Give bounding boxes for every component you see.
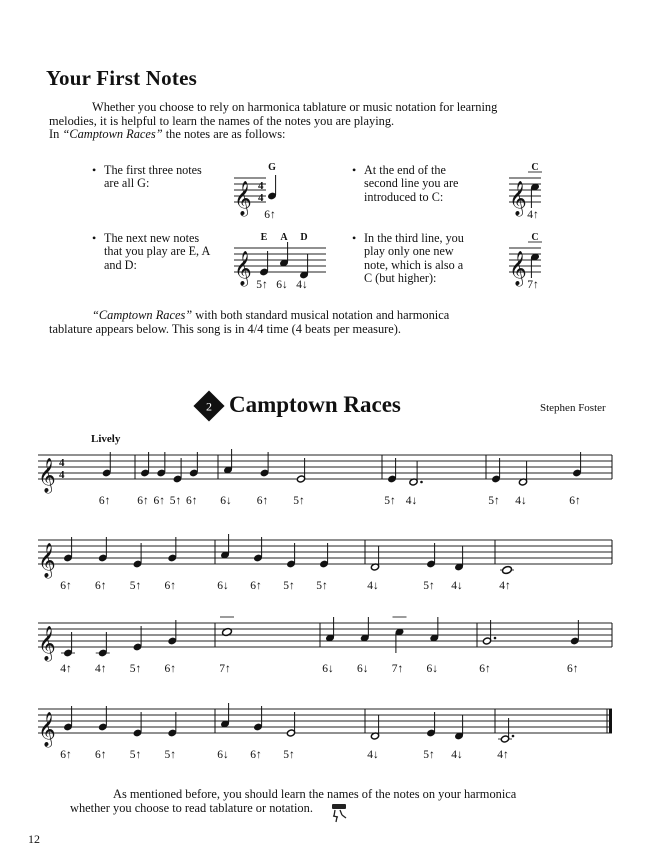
harmonica-tab: 6↓ — [426, 663, 438, 675]
bullet-line: note, which is also a — [364, 257, 464, 272]
treble-clef: 𝄞 — [509, 252, 527, 285]
harmonica-tab: 6↓ — [276, 279, 288, 291]
harmonica-tab: 5↑ — [316, 580, 328, 592]
treble-clef: 𝄞 — [234, 252, 252, 285]
page-number: 12 — [28, 832, 40, 846]
harmonica-tab: 4↑ — [60, 663, 72, 675]
harmonica-tab: 6↑ — [186, 495, 198, 507]
song-title: Camptown Races — [229, 392, 401, 417]
harmonica-tab: 6↑ — [569, 495, 581, 507]
note-example-high-c — [505, 228, 555, 292]
harmonica-tab: 4↓ — [367, 580, 379, 592]
treble-clef: 𝄞 — [234, 182, 252, 215]
harmonica-tab: 6↓ — [220, 495, 232, 507]
bullet-line: are all G: — [104, 176, 150, 191]
harmonica-tab: 4↓ — [515, 495, 527, 507]
harmonica-tab: 4↓ — [451, 580, 463, 592]
section-title: Your First Notes — [46, 66, 197, 90]
bullet-high-c — [352, 231, 464, 286]
harmonica-tab: 4↑ — [499, 580, 511, 592]
harmonica-tab: 5↑ — [283, 580, 295, 592]
sheet-music-score — [0, 440, 648, 810]
track-number: 2 — [206, 399, 212, 414]
closing-line-1 — [92, 309, 449, 323]
harmonica-tab: 6↑ — [153, 495, 165, 507]
composer: Stephen Foster — [540, 402, 606, 414]
dot-augmentation — [494, 637, 497, 640]
harmonica-tab: 5↑ — [129, 749, 142, 761]
harmonica-tab: 4↓ — [367, 749, 379, 761]
harmonica-tab: 4↑ — [527, 209, 539, 221]
time-signature-bottom: 4 — [59, 469, 65, 481]
harmonica-tab: 6↑ — [95, 580, 107, 592]
treble-clef: 𝄞 — [38, 544, 56, 577]
footer-line-1: As mentioned before, you should learn the names of the notes on your harmonica — [113, 787, 517, 801]
harmonica-tab: 5↑ — [488, 495, 500, 507]
harmonica-tab: 6↓ — [357, 663, 369, 675]
note-name-label: C — [531, 232, 539, 243]
time-signature-top: 4 — [258, 180, 264, 192]
harmonica-tab: 5↑ — [283, 749, 295, 761]
harmonica-tab: 7↑ — [527, 279, 539, 291]
bullet-line: In the third line, you — [364, 231, 464, 245]
treble-clef: 𝄞 — [38, 459, 56, 492]
intro-line-2: melodies, it is helpful to learn the names of the notes you are playing. — [49, 113, 395, 128]
harmonica-tab: 5↑ — [423, 580, 435, 592]
harmonica-tab: 6↑ — [95, 749, 107, 761]
note-name-label: C — [531, 162, 539, 173]
note-name-label: D — [300, 232, 308, 243]
bullet-line: second line you are — [364, 176, 459, 191]
bullet-line: The next new notes — [104, 231, 200, 245]
bullet-line: C (but higher): — [364, 271, 437, 286]
note-example-c — [505, 158, 555, 221]
time-signature-top: 4 — [59, 457, 65, 469]
time-signature-bottom: 4 — [258, 192, 264, 204]
harmonica-tab: 6↑ — [98, 495, 111, 507]
bullet-dot: • — [352, 163, 357, 177]
note-name-label: G — [268, 162, 276, 173]
intro-line-1: Whether you choose to rely on harmonica tablature or music notation for learning — [92, 100, 498, 114]
harmonica-tab: 6↓ — [217, 580, 229, 592]
closing-line-1-rest: with both standard musical notation and harmonica — [192, 308, 450, 322]
harmonica-tab: 5↑ — [423, 749, 435, 761]
harmonica-tab: 6↓ — [322, 663, 334, 675]
harmonica-tab: 6↑ — [60, 580, 72, 592]
harmonica-tab: 6↑ — [264, 209, 276, 221]
harmonica-tab: 7↑ — [391, 663, 404, 675]
harmonica-tab: 6↑ — [250, 580, 262, 592]
treble-clef: 𝄞 — [38, 713, 56, 746]
note-name-label: A — [280, 232, 288, 243]
harmonica-tab: 6↑ — [567, 663, 579, 675]
note-head — [502, 565, 513, 574]
bullet-note-c — [352, 163, 459, 204]
harmonica-tab: 4↓ — [405, 495, 418, 507]
intro-rest: the notes are as follows: — [165, 127, 286, 141]
harmonica-tab: 5↑ — [169, 495, 182, 507]
harmonica-tab: 6↑ — [164, 580, 176, 592]
track-number-badge — [193, 390, 225, 422]
bullet-line: introduced to C: — [364, 189, 444, 204]
harmonica-tab: 5↑ — [384, 495, 396, 507]
bullet-new-notes — [92, 231, 211, 272]
harmonica-tab: 6↓ — [217, 749, 229, 761]
intro-prefix: In — [49, 127, 60, 141]
bullet-dot: • — [352, 231, 357, 245]
harmonica-tab: 6↑ — [479, 663, 491, 675]
harmonica-tab: 6↑ — [256, 495, 269, 507]
footer-line-2: whether you choose to read tablature or notation. — [70, 800, 313, 815]
harmonica-tab: 6↑ — [60, 749, 72, 761]
note-example-g — [230, 158, 290, 221]
bullet-dot: • — [92, 231, 97, 245]
bullet-line: and D: — [104, 257, 137, 272]
tempo-marking: Lively — [91, 433, 121, 445]
treble-clef: 𝄞 — [509, 182, 527, 215]
harmonica-tab: 4↓ — [451, 749, 463, 761]
note-name-label: E — [260, 232, 268, 243]
harmonica-tab: 6↑ — [164, 663, 176, 675]
harmonica-player-icon — [326, 802, 352, 824]
harmonica-tab: 4↑ — [95, 663, 107, 675]
intro-line-3 — [49, 128, 285, 142]
harmonica-tab: 5↑ — [256, 279, 268, 291]
intro-song-ref: “Camptown Races” — [62, 127, 163, 141]
bullet-dot: • — [92, 163, 97, 177]
bullet-line: that you play are E, A — [104, 244, 211, 259]
harmonica-tab: 7↑ — [219, 663, 231, 675]
bullet-line: At the end of the — [364, 163, 446, 177]
harmonica-tab: 5↑ — [164, 749, 176, 761]
dot-augmentation — [512, 735, 515, 738]
final-barline-thick — [609, 709, 612, 733]
harmonica-tab: 5↑ — [293, 495, 305, 507]
harmonica-tab: 6↑ — [250, 749, 262, 761]
harmonica-tab: 4↑ — [497, 749, 509, 761]
bullet-first-notes — [92, 163, 202, 191]
note-example-e-a-d — [230, 228, 330, 292]
treble-clef: 𝄞 — [38, 627, 56, 660]
harmonica-tab: 5↑ — [129, 663, 142, 675]
dot-augmentation — [420, 481, 423, 484]
harmonica-tab: 4↓ — [296, 279, 308, 291]
closing-line-2: tablature appears below. This song is in 4/4 time (4 beats per measure). — [49, 321, 402, 336]
harmonica-tab: 6↑ — [137, 495, 149, 507]
bullet-line: play only one new — [364, 244, 454, 259]
closing-song-ref: “Camptown Races” — [92, 308, 193, 322]
harmonica-tab: 5↑ — [129, 580, 142, 592]
bullet-line: The first three notes — [104, 163, 202, 177]
